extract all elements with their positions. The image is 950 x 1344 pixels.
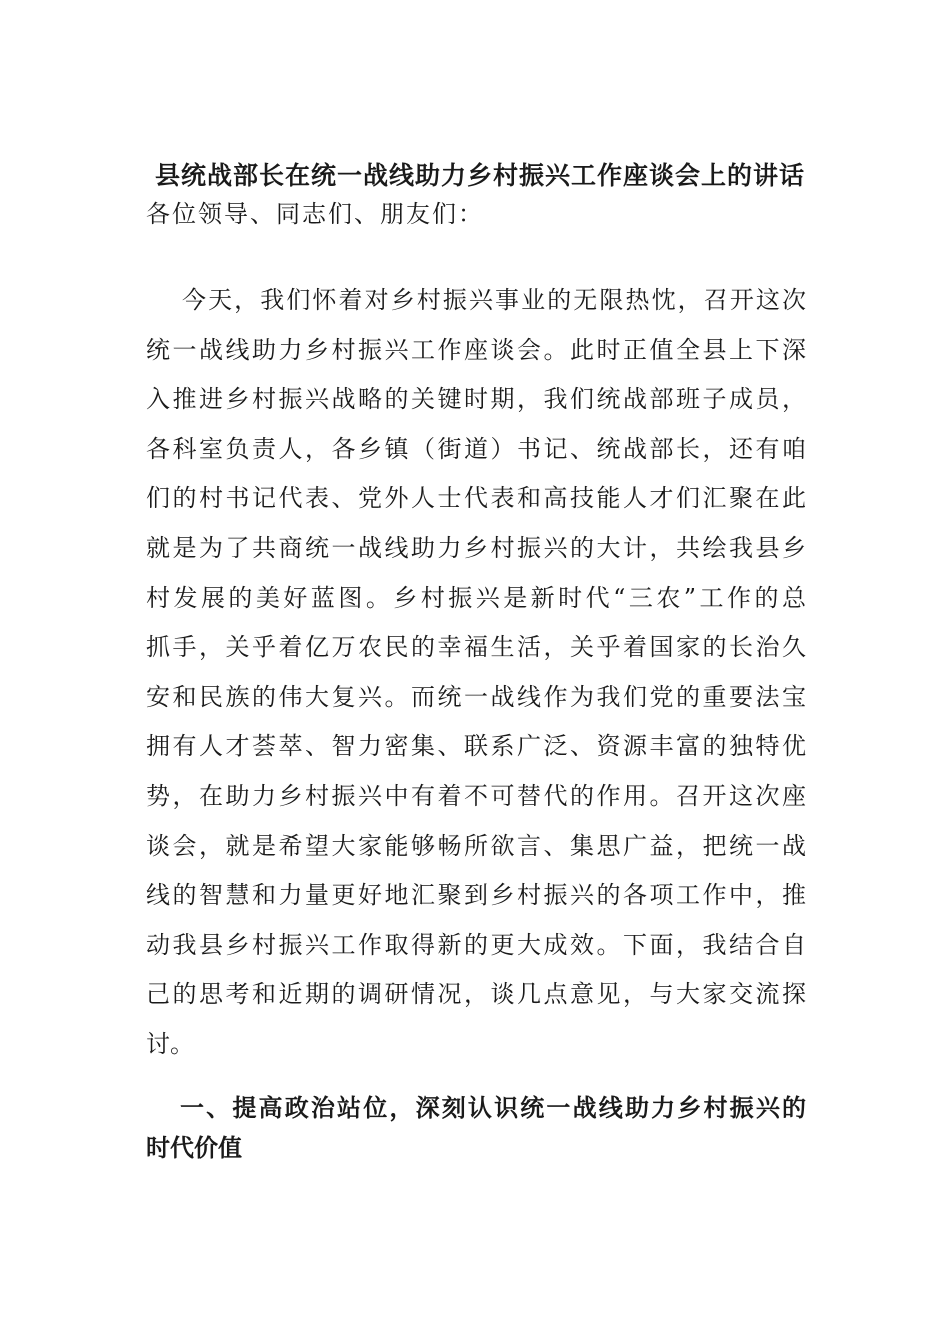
paragraph-line: 己的思考和近期的调研情况，谈几点意见，与大家交流探: [146, 980, 806, 1009]
salutation: 各位领导、同志们、朋友们：: [146, 200, 484, 228]
section-heading-line: 一、提高政治站位，深刻认识统一战线助力乡村振兴的: [180, 1094, 806, 1122]
paragraph-line: 安和民族的伟大复兴。而统一战线作为我们党的重要法宝: [146, 682, 806, 711]
section-1-heading: [146, 1090, 806, 1170]
paragraph-line: 统一战线助力乡村振兴工作座谈会。此时正值全县上下深: [146, 335, 806, 364]
paragraph-line: 入推进乡村振兴战略的关键时期，我们统战部班子成员，: [146, 385, 806, 414]
paragraph-line: 势，在助力乡村振兴中有着不可替代的作用。召开这次座: [146, 781, 806, 810]
paragraph-line: 线的智慧和力量更好地汇聚到乡村振兴的各项工作中，推: [146, 881, 806, 910]
paragraph-line: 各科室负责人，各乡镇（街道）书记、统战部长，还有咱: [146, 434, 806, 463]
paragraph-line: 抓手，关乎着亿万农民的幸福生活，关乎着国家的长治久: [146, 633, 806, 662]
section-heading-line: 时代价值: [146, 1134, 242, 1162]
paragraph-line: 动我县乡村振兴工作取得新的更大成效。下面，我结合自: [146, 930, 806, 959]
paragraph-line: 拥有人才荟萃、智力密集、联系广泛、资源丰富的独特优: [146, 732, 806, 761]
paragraph-line: 村发展的美好蓝图。乡村振兴是新时代“三农”工作的总: [146, 583, 806, 612]
paragraph-line: 讨。: [146, 1029, 194, 1058]
paragraph-line: 今天，我们怀着对乡村振兴事业的无限热忱，召开这次: [182, 286, 806, 314]
paragraph-line: 们的村书记代表、党外人士代表和高技能人才们汇聚在此: [146, 484, 806, 513]
paragraph-line: 就是为了共商统一战线助力乡村振兴的大计，共绘我县乡: [146, 533, 806, 562]
paragraph-line: 谈会，就是希望大家能够畅所欲言、集思广益，把统一战: [146, 831, 806, 860]
document-title: 县统战部长在统一战线助力乡村振兴工作座谈会上的讲话: [154, 161, 805, 190]
opening-paragraph: [146, 282, 806, 1076]
